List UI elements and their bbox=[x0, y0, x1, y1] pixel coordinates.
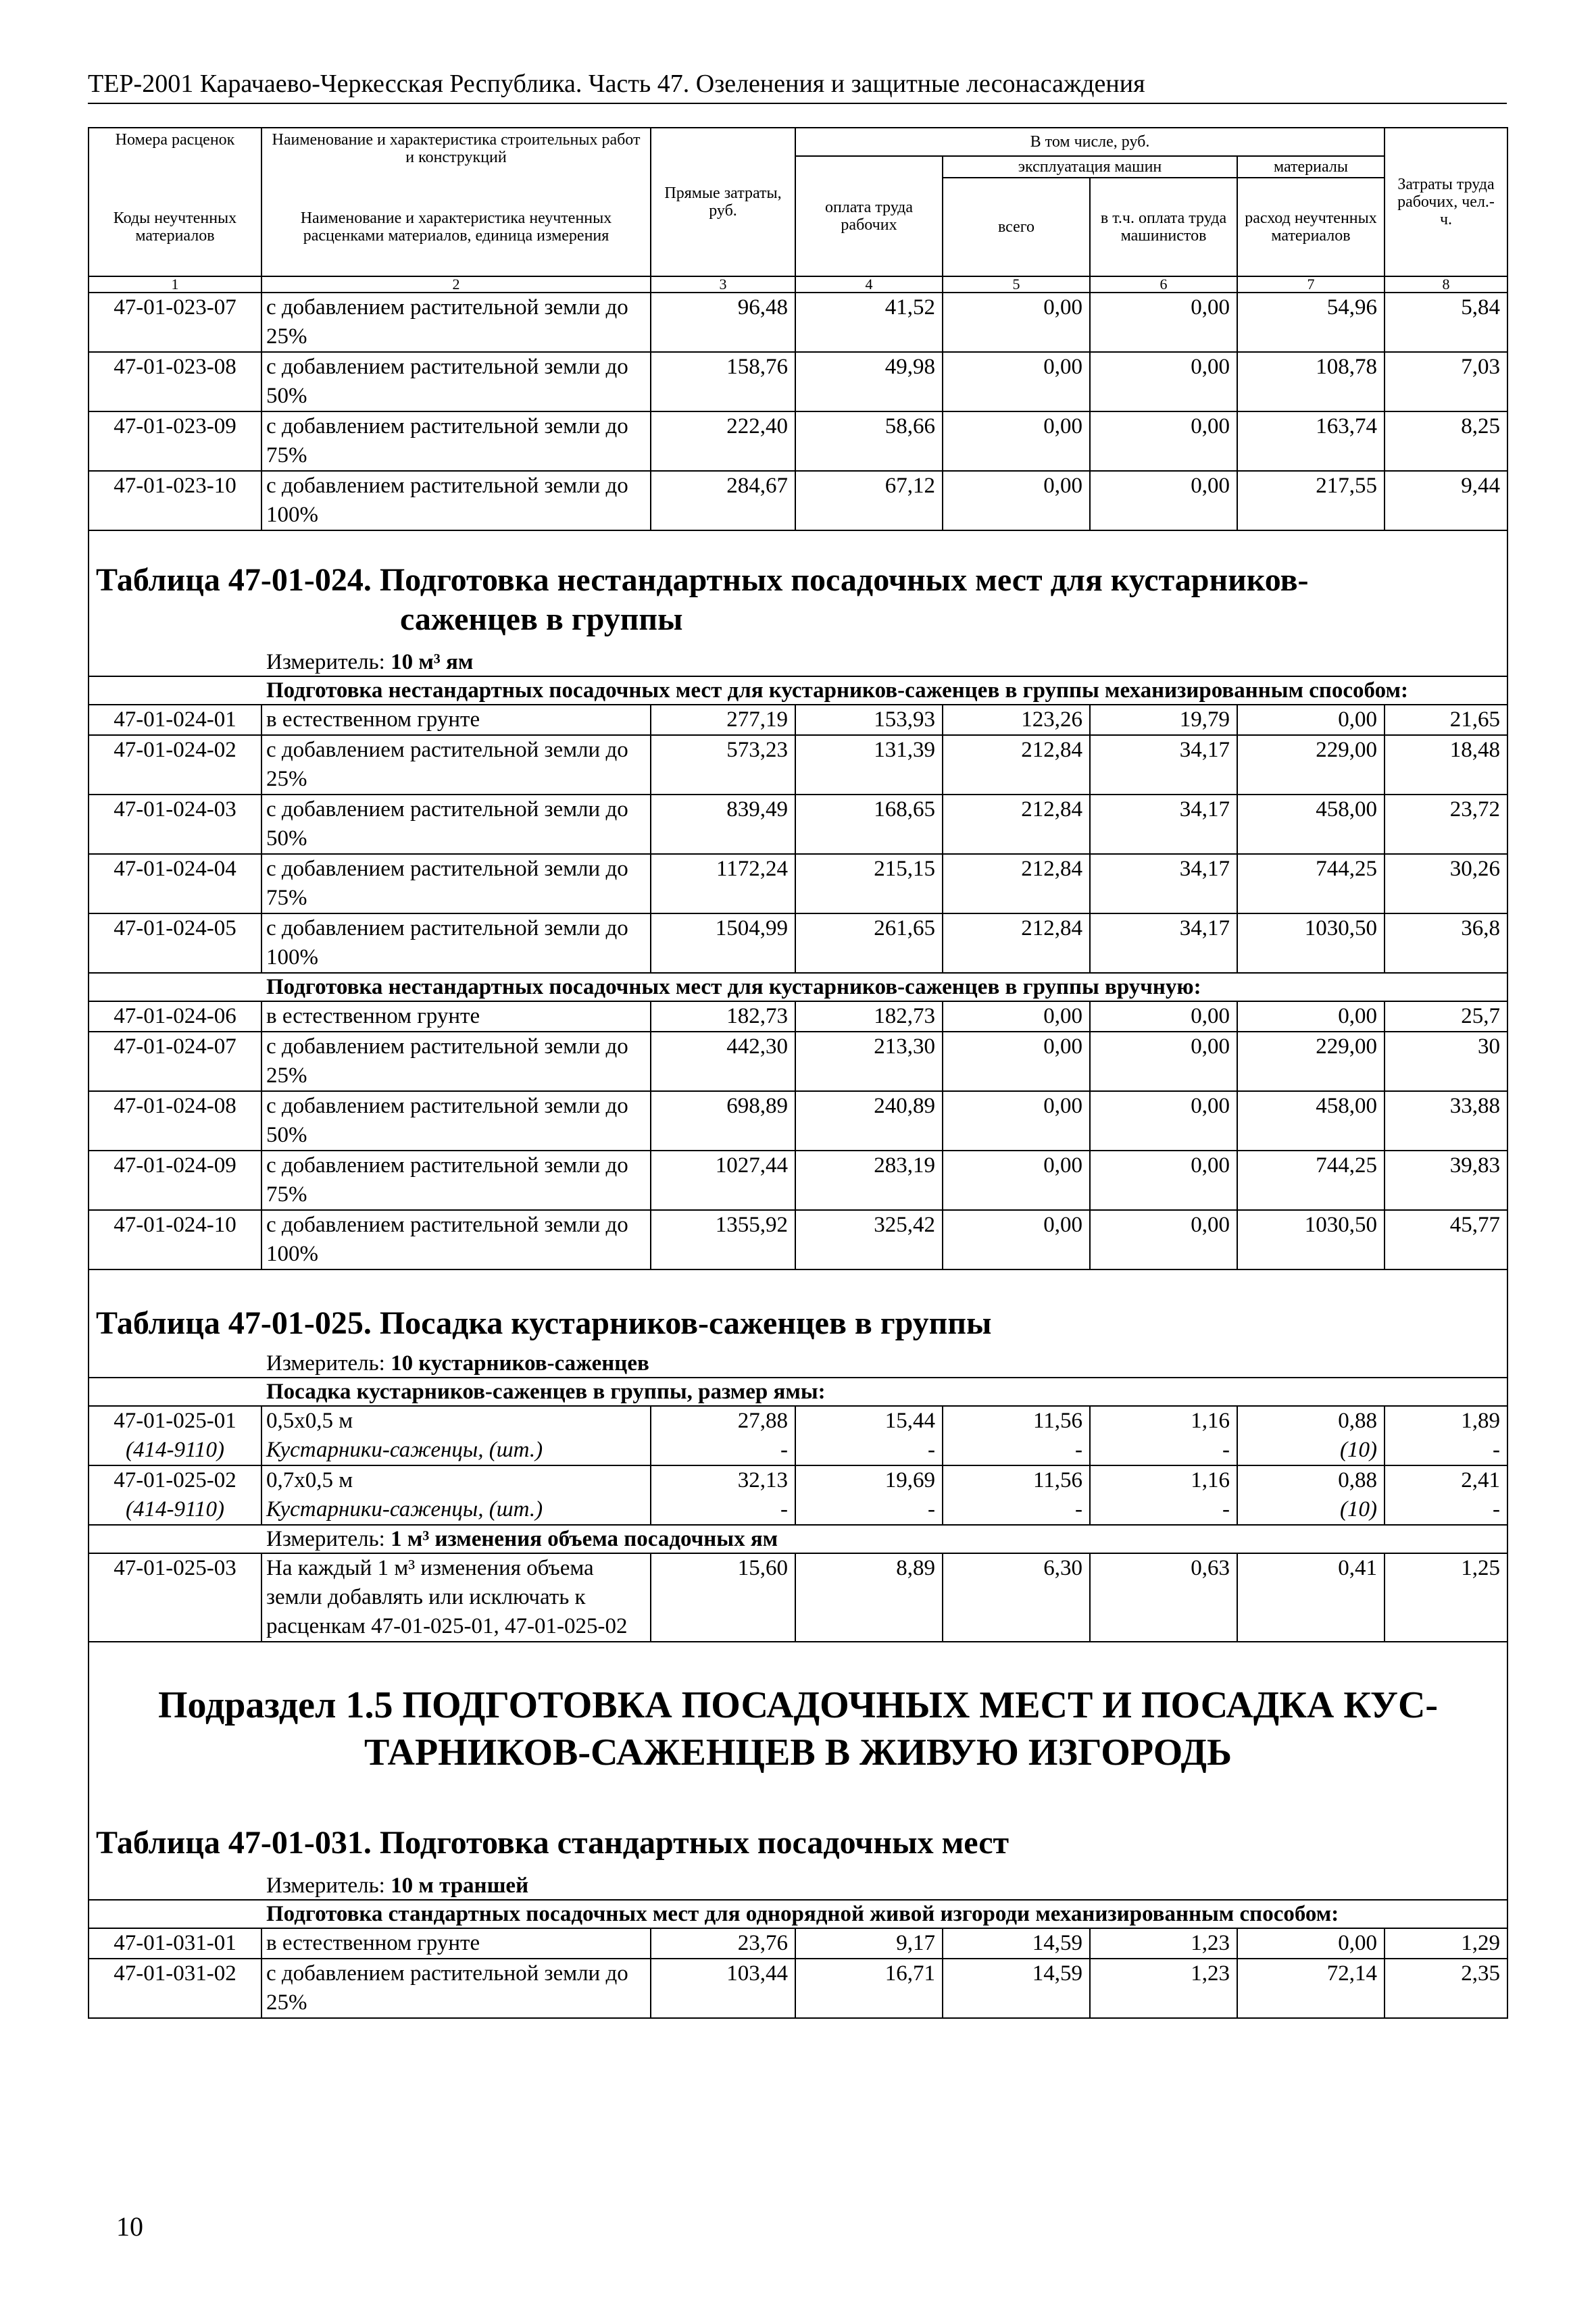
materials: 1030,50 bbox=[1237, 1210, 1385, 1269]
table-031-unit: Измеритель: 10 м траншей bbox=[89, 1863, 1507, 1900]
machines-total: 212,84 bbox=[943, 913, 1090, 973]
machinists-wages: 0,63 bbox=[1090, 1553, 1237, 1642]
table-025-unit2: Измеритель: 1 м³ изменения объема посадочных ям bbox=[89, 1525, 1507, 1553]
machinists-wages: 34,17 bbox=[1090, 913, 1237, 973]
t031-rows bbox=[89, 1928, 1507, 2018]
wages: 215,15 bbox=[795, 854, 943, 913]
labor: 8,25 bbox=[1385, 411, 1507, 471]
labor: 36,8 bbox=[1385, 913, 1507, 973]
col-machines: эксплуатация машин bbox=[943, 156, 1237, 178]
materials: 72,14 bbox=[1237, 1959, 1385, 2018]
materials: 229,00 bbox=[1237, 1032, 1385, 1091]
rate-name: с добавлением растительной земли до 100% bbox=[261, 1210, 651, 1269]
material-labor: - bbox=[1385, 1436, 1507, 1465]
wages: 131,39 bbox=[795, 735, 943, 795]
machines-total: 14,59 bbox=[943, 1959, 1090, 2018]
labor: 5,84 bbox=[1385, 293, 1507, 352]
col-mach-total: всего bbox=[943, 178, 1090, 276]
wages: 168,65 bbox=[795, 795, 943, 854]
direct-cost: 1027,44 bbox=[651, 1151, 795, 1210]
wages: 16,71 bbox=[795, 1959, 943, 2018]
labor: 9,44 bbox=[1385, 471, 1507, 530]
table-row bbox=[89, 854, 1507, 913]
rate-code: 47-01-023-09 bbox=[89, 411, 261, 471]
materials: 163,74 bbox=[1237, 411, 1385, 471]
rate-code: 47-01-024-03 bbox=[89, 795, 261, 854]
labor: 7,03 bbox=[1385, 352, 1507, 411]
machines-total: 212,84 bbox=[943, 735, 1090, 795]
material-name: Кустарники-саженцы, (шт.) bbox=[261, 1436, 651, 1465]
machines-total: 6,30 bbox=[943, 1553, 1090, 1642]
machines-total: 123,26 bbox=[943, 705, 1090, 735]
table-row bbox=[89, 1032, 1507, 1091]
labor: 30 bbox=[1385, 1032, 1507, 1091]
rate-name: с добавлением растительной земли до 50% bbox=[261, 352, 651, 411]
labor: 25,7 bbox=[1385, 1001, 1507, 1032]
colnum-8: 8 bbox=[1385, 276, 1507, 293]
machines-total: 0,00 bbox=[943, 352, 1090, 411]
material-materials: (10) bbox=[1237, 1495, 1385, 1525]
machinists-wages: 0,00 bbox=[1090, 1001, 1237, 1032]
colnum-2: 2 bbox=[261, 276, 651, 293]
materials: 0,00 bbox=[1237, 1928, 1385, 1959]
direct-cost: 284,67 bbox=[651, 471, 795, 530]
table-024-unit: Измеритель: 10 м³ ям bbox=[89, 639, 1507, 676]
material-name: Кустарники-саженцы, (шт.) bbox=[261, 1495, 651, 1525]
wages: 58,66 bbox=[795, 411, 943, 471]
materials: 0,88 bbox=[1237, 1465, 1385, 1495]
rate-name: На каждый 1 м³ изменения объема земли добавлять или исключать к расценкам 47-01-025-01, 47-01-025-02 bbox=[261, 1553, 651, 1642]
table-row bbox=[89, 471, 1507, 530]
materials: 458,00 bbox=[1237, 795, 1385, 854]
material-labor: - bbox=[1385, 1495, 1507, 1525]
direct-cost: 1355,92 bbox=[651, 1210, 795, 1269]
direct-cost: 573,23 bbox=[651, 735, 795, 795]
rate-name: с добавлением растительной земли до 75% bbox=[261, 411, 651, 471]
col-direct: Прямые затраты, руб. bbox=[651, 128, 795, 276]
material-row bbox=[89, 1436, 1507, 1465]
materials: 458,00 bbox=[1237, 1091, 1385, 1151]
colnum-5: 5 bbox=[943, 276, 1090, 293]
table-row bbox=[89, 1959, 1507, 2018]
wages: 213,30 bbox=[795, 1032, 943, 1091]
labor: 39,83 bbox=[1385, 1151, 1507, 1210]
subsection-1-5 bbox=[89, 1642, 1507, 1928]
rate-code: 47-01-024-09 bbox=[89, 1151, 261, 1210]
machines-total: 212,84 bbox=[943, 854, 1090, 913]
rate-name: с добавлением растительной земли до 25% bbox=[261, 735, 651, 795]
rate-code: 47-01-024-02 bbox=[89, 735, 261, 795]
wages: 8,89 bbox=[795, 1553, 943, 1642]
labor: 30,26 bbox=[1385, 854, 1507, 913]
machinists-wages: 19,79 bbox=[1090, 705, 1237, 735]
rate-code: 47-01-024-05 bbox=[89, 913, 261, 973]
material-machines-total: - bbox=[943, 1436, 1090, 1465]
rate-code: 47-01-024-07 bbox=[89, 1032, 261, 1091]
machines-total: 0,00 bbox=[943, 1032, 1090, 1091]
table-row bbox=[89, 293, 1507, 352]
direct-cost: 277,19 bbox=[651, 705, 795, 735]
wages: 283,19 bbox=[795, 1151, 943, 1210]
machinists-wages: 1,23 bbox=[1090, 1928, 1237, 1959]
machines-total: 0,00 bbox=[943, 293, 1090, 352]
direct-cost: 698,89 bbox=[651, 1091, 795, 1151]
direct-cost: 442,30 bbox=[651, 1032, 795, 1091]
block1-rows bbox=[89, 293, 1507, 530]
table-row bbox=[89, 795, 1507, 854]
labor: 1,29 bbox=[1385, 1928, 1507, 1959]
material-machines-total: - bbox=[943, 1495, 1090, 1525]
material-wages: - bbox=[795, 1436, 943, 1465]
materials: 0,00 bbox=[1237, 705, 1385, 735]
table-row bbox=[89, 735, 1507, 795]
table-row bbox=[89, 1928, 1507, 1959]
wages: 261,65 bbox=[795, 913, 943, 973]
wages: 67,12 bbox=[795, 471, 943, 530]
labor: 23,72 bbox=[1385, 795, 1507, 854]
direct-cost: 1504,99 bbox=[651, 913, 795, 973]
rate-name: с добавлением растительной земли до 75% bbox=[261, 1151, 651, 1210]
col-mat-use: расход неучтенных материалов bbox=[1237, 178, 1385, 276]
direct-cost: 1172,24 bbox=[651, 854, 795, 913]
direct-cost: 23,76 bbox=[651, 1928, 795, 1959]
rate-name: с добавлением растительной земли до 25% bbox=[261, 1032, 651, 1091]
t024-rows1 bbox=[89, 705, 1507, 973]
machinists-wages: 34,17 bbox=[1090, 854, 1237, 913]
material-machinists-wages: - bbox=[1090, 1436, 1237, 1465]
machinists-wages: 0,00 bbox=[1090, 1091, 1237, 1151]
direct-cost: 27,88 bbox=[651, 1406, 795, 1436]
machines-total: 11,56 bbox=[943, 1406, 1090, 1436]
price-table bbox=[88, 127, 1508, 2019]
direct-cost: 96,48 bbox=[651, 293, 795, 352]
col-mat-names: Наименование и характеристика неучтенных расценками материалов, единица измерения bbox=[261, 178, 651, 276]
table-row bbox=[89, 411, 1507, 471]
rate-name: с добавлением растительной земли до 50% bbox=[261, 795, 651, 854]
direct-cost: 15,60 bbox=[651, 1553, 795, 1642]
table-row bbox=[89, 1210, 1507, 1269]
labor: 33,88 bbox=[1385, 1091, 1507, 1151]
subsection-title: Подраздел 1.5 ПОДГОТОВКА ПОСАДОЧНЫХ МЕСТ И ПОСАДКА КУС- ТАРНИКОВ-САЖЕНЦЕВ В ЖИВУЮ ИЗГОРОДЬ bbox=[89, 1682, 1507, 1776]
labor: 45,77 bbox=[1385, 1210, 1507, 1269]
material-direct-cost: - bbox=[651, 1436, 795, 1465]
table-024-title: Таблица 47-01-024. Подготовка нестандартных посадочных мест для кустарников- саженцев в группы bbox=[89, 561, 1507, 639]
table-row bbox=[89, 1465, 1507, 1495]
rate-name: с добавлением растительной земли до 25% bbox=[261, 1959, 651, 2018]
machinists-wages: 1,16 bbox=[1090, 1406, 1237, 1436]
machines-total: 14,59 bbox=[943, 1928, 1090, 1959]
rate-code: 47-01-025-03 bbox=[89, 1553, 261, 1642]
rate-code: 47-01-023-07 bbox=[89, 293, 261, 352]
rate-code: 47-01-024-08 bbox=[89, 1091, 261, 1151]
rate-name: в естественном грунте bbox=[261, 1928, 651, 1959]
materials: 217,55 bbox=[1237, 471, 1385, 530]
machines-total: 0,00 bbox=[943, 411, 1090, 471]
colnum-7: 7 bbox=[1237, 276, 1385, 293]
wages: 153,93 bbox=[795, 705, 943, 735]
direct-cost: 222,40 bbox=[651, 411, 795, 471]
table-row bbox=[89, 1001, 1507, 1032]
colnum-4: 4 bbox=[795, 276, 943, 293]
material-direct-cost: - bbox=[651, 1495, 795, 1525]
rate-name: с добавлением растительной земли до 100% bbox=[261, 913, 651, 973]
table-row bbox=[89, 1091, 1507, 1151]
material-code: (414-9110) bbox=[89, 1436, 261, 1465]
materials: 0,88 bbox=[1237, 1406, 1385, 1436]
table-row bbox=[89, 1151, 1507, 1210]
labor: 1,89 bbox=[1385, 1406, 1507, 1436]
rate-name: с добавлением растительной земли до 100% bbox=[261, 471, 651, 530]
materials: 108,78 bbox=[1237, 352, 1385, 411]
colnum-1: 1 bbox=[89, 276, 261, 293]
page-number: 10 bbox=[116, 2211, 143, 2242]
machines-total: 0,00 bbox=[943, 1151, 1090, 1210]
table-025-title: Таблица 47-01-025. Посадка кустарников-саженцев в группы bbox=[89, 1304, 1507, 1343]
colnum-6: 6 bbox=[1090, 276, 1237, 293]
rate-code: 47-01-024-04 bbox=[89, 854, 261, 913]
table-024-group2: Подготовка нестандартных посадочных мест для кустарников-саженцев в группы вручную: bbox=[89, 973, 1507, 1001]
materials: 0,00 bbox=[1237, 1001, 1385, 1032]
rate-name: 0,7х0,5 м bbox=[261, 1465, 651, 1495]
wages: 15,44 bbox=[795, 1406, 943, 1436]
col-name: Наименование и характеристика строительных работ и конструкций bbox=[261, 128, 651, 178]
material-wages: - bbox=[795, 1495, 943, 1525]
colnum-3: 3 bbox=[651, 276, 795, 293]
t025-rows bbox=[89, 1406, 1507, 1525]
table-031-group: Подготовка стандартных посадочных мест для однорядной живой изгороди механизированным способом: bbox=[89, 1900, 1507, 1928]
table-row bbox=[89, 705, 1507, 735]
table-row bbox=[89, 1406, 1507, 1436]
machinists-wages: 0,00 bbox=[1090, 471, 1237, 530]
rate-code: 47-01-024-01 bbox=[89, 705, 261, 735]
machinists-wages: 1,23 bbox=[1090, 1959, 1237, 2018]
col-wages: оплата труда рабочих bbox=[795, 156, 943, 276]
direct-cost: 839,49 bbox=[651, 795, 795, 854]
material-code: (414-9110) bbox=[89, 1495, 261, 1525]
wages: 325,42 bbox=[795, 1210, 943, 1269]
rate-name: в естественном грунте bbox=[261, 705, 651, 735]
table-024 bbox=[89, 530, 1507, 705]
wages: 19,69 bbox=[795, 1465, 943, 1495]
labor: 21,65 bbox=[1385, 705, 1507, 735]
table-024-group1: Подготовка нестандартных посадочных мест для кустарников-саженцев в группы механизированным способом: bbox=[89, 676, 1507, 705]
rate-name: 0,5х0,5 м bbox=[261, 1406, 651, 1436]
machinists-wages: 34,17 bbox=[1090, 795, 1237, 854]
machinists-wages: 0,00 bbox=[1090, 1151, 1237, 1210]
table-025-group: Посадка кустарников-саженцев в группы, размер ямы: bbox=[89, 1378, 1507, 1406]
machinists-wages: 0,00 bbox=[1090, 352, 1237, 411]
labor: 18,48 bbox=[1385, 735, 1507, 795]
materials: 54,96 bbox=[1237, 293, 1385, 352]
labor: 2,35 bbox=[1385, 1959, 1507, 2018]
machines-total: 0,00 bbox=[943, 471, 1090, 530]
rate-code: 47-01-023-10 bbox=[89, 471, 261, 530]
table-row bbox=[89, 1553, 1507, 1642]
material-machinists-wages: - bbox=[1090, 1495, 1237, 1525]
rate-name: с добавлением растительной земли до 50% bbox=[261, 1091, 651, 1151]
rate-code: 47-01-031-01 bbox=[89, 1928, 261, 1959]
table-row bbox=[89, 352, 1507, 411]
machinists-wages: 0,00 bbox=[1090, 293, 1237, 352]
labor: 1,25 bbox=[1385, 1553, 1507, 1642]
direct-cost: 103,44 bbox=[651, 1959, 795, 2018]
materials: 1030,50 bbox=[1237, 913, 1385, 973]
rate-name: в естественном грунте bbox=[261, 1001, 651, 1032]
col-incl: В том числе, руб. bbox=[795, 128, 1385, 156]
machines-total: 0,00 bbox=[943, 1210, 1090, 1269]
rate-code: 47-01-023-08 bbox=[89, 352, 261, 411]
machines-total: 11,56 bbox=[943, 1465, 1090, 1495]
machines-total: 0,00 bbox=[943, 1001, 1090, 1032]
material-row bbox=[89, 1495, 1507, 1525]
table-row bbox=[89, 913, 1507, 973]
machines-total: 212,84 bbox=[943, 795, 1090, 854]
direct-cost: 32,13 bbox=[651, 1465, 795, 1495]
wages: 9,17 bbox=[795, 1928, 943, 1959]
table-031-title: Таблица 47-01-031. Подготовка стандартных посадочных мест bbox=[89, 1823, 1507, 1863]
page-header: ТЕР-2001 Карачаево-Черкесская Республика. Часть 47. Озеленения и защитные лесонасаждения bbox=[88, 68, 1507, 104]
rate-code: 47-01-025-01 bbox=[89, 1406, 261, 1436]
materials: 0,41 bbox=[1237, 1553, 1385, 1642]
col-labor: Затраты труда рабочих, чел.-ч. bbox=[1385, 128, 1507, 276]
wages: 182,73 bbox=[795, 1001, 943, 1032]
rate-code: 47-01-024-10 bbox=[89, 1210, 261, 1269]
material-materials: (10) bbox=[1237, 1436, 1385, 1465]
rate-code: 47-01-025-02 bbox=[89, 1465, 261, 1495]
materials: 744,25 bbox=[1237, 1151, 1385, 1210]
rate-code: 47-01-031-02 bbox=[89, 1959, 261, 2018]
machinists-wages: 0,00 bbox=[1090, 411, 1237, 471]
col-mach-wages: в т.ч. оплата труда машинистов bbox=[1090, 178, 1237, 276]
labor: 2,41 bbox=[1385, 1465, 1507, 1495]
t024-rows2 bbox=[89, 1001, 1507, 1269]
wages: 49,98 bbox=[795, 352, 943, 411]
rate-name: с добавлением растительной земли до 25% bbox=[261, 293, 651, 352]
table-025-unit: Измеритель: 10 кустарников-саженцев bbox=[89, 1343, 1507, 1378]
col-mat-codes: Коды неучтенных материалов bbox=[89, 178, 261, 276]
col-rates: Номера расценок bbox=[89, 128, 261, 178]
direct-cost: 158,76 bbox=[651, 352, 795, 411]
table-header bbox=[89, 128, 1507, 293]
col-materials: материалы bbox=[1237, 156, 1385, 178]
machinists-wages: 34,17 bbox=[1090, 735, 1237, 795]
materials: 744,25 bbox=[1237, 854, 1385, 913]
materials: 229,00 bbox=[1237, 735, 1385, 795]
wages: 41,52 bbox=[795, 293, 943, 352]
rate-name: с добавлением растительной земли до 75% bbox=[261, 854, 651, 913]
machinists-wages: 1,16 bbox=[1090, 1465, 1237, 1495]
direct-cost: 182,73 bbox=[651, 1001, 795, 1032]
machinists-wages: 0,00 bbox=[1090, 1210, 1237, 1269]
table-025 bbox=[89, 1269, 1507, 1406]
machinists-wages: 0,00 bbox=[1090, 1032, 1237, 1091]
rate-code: 47-01-024-06 bbox=[89, 1001, 261, 1032]
wages: 240,89 bbox=[795, 1091, 943, 1151]
machines-total: 0,00 bbox=[943, 1091, 1090, 1151]
